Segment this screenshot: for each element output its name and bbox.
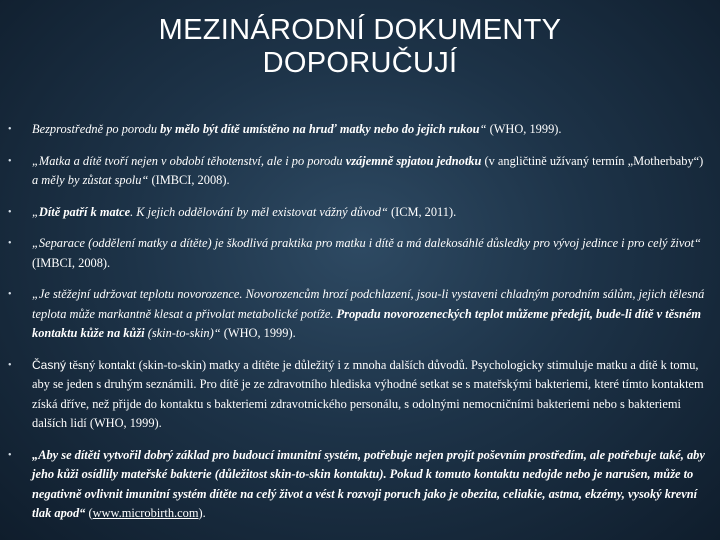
bullet-item <box>8 152 708 191</box>
citation: (WHO, 1999). <box>220 326 296 340</box>
emphasis-segment: Dítě patří k matce <box>38 204 131 219</box>
citation: (WHO, 1999). <box>486 122 562 136</box>
text-segment: „Matka a dítě tvoří nejen v období těhotenství, ale i po porodu <box>32 153 346 168</box>
citation: (IMBCI, 2008). <box>148 173 230 187</box>
bullet-item <box>8 234 708 273</box>
text-segment: ( <box>85 506 93 520</box>
citation: (IMBCI, 2008). <box>32 255 111 270</box>
slide-title <box>0 14 720 80</box>
bullet-item <box>8 356 708 434</box>
text-segment: (skin-to-skin)“ <box>144 326 221 340</box>
emphasis-segment: vzájemně spjatou jednotku <box>345 153 482 168</box>
bullet-item <box>8 203 708 223</box>
slide-title-line-1: MEZINÁRODNÍ DOKUMENTY <box>158 14 562 46</box>
bullet-item <box>8 285 708 344</box>
text-segment: těsný kontakt (skin-to-skin) matky a dítěte je důležitý i z mnoha dalších důvodů. Psychologicky stimuluje matku a dítě k tomu, aby se jeden s druhým seznámili. Pro dítě je ze zdravotního hlediska výhodné setkat se s mateřskými bakteriemi, které tímto kontaktem získá dříve, než přijde do kontaktu s bakteriemi zdravotnického personálu, s odolnými nemocničními bakteriemi nebo s bakteriemi dalších lidí (WHO, 1999). <box>32 357 704 430</box>
bullet-list <box>8 120 708 536</box>
text-segment: “ <box>479 122 487 136</box>
slide-title-line-2: DOPORUČUJÍ <box>262 47 458 79</box>
citation: (ICM, 2011). <box>387 204 457 219</box>
text-segment: a měly by zůstat spolu“ <box>32 173 149 187</box>
text-segment: (v angličtině užívaný termín „Motherbaby“) <box>481 153 704 168</box>
emphasis-segment: Propadu novorozeneckých teplot můžeme předejít, bude-li dítě v těsném kontaktu kůže na kůži <box>32 306 701 340</box>
text-segment: „ <box>32 204 39 219</box>
bullet-item <box>8 120 708 140</box>
text-segment: „Separace (oddělení matky a dítěte) je škodlivá praktika pro matku i dítě a má dalekosáhlé důsledky pro vývoj jedince i pro celý život“ <box>32 236 701 250</box>
microbirth-link[interactable]: www.microbirth.com <box>92 506 199 520</box>
text-segment: Časný <box>32 357 67 372</box>
text-segment: Bezprostředně po porodu <box>32 122 161 136</box>
text-segment: ). <box>198 506 206 520</box>
emphasis-segment: by mělo být dítě umístěno na hruď matky nebo do jejich rukou <box>160 122 480 136</box>
text-segment: „Je stěžejní udržovat teplotu novorozence. Novorozencům hrozí podchlazení, jsou-li vystaveni chladným porodním sálům, jejich tělesná teplota může markantně klesat a přivolat metabolické potíže. <box>32 287 705 321</box>
emphasis-segment: „Aby se dítěti vytvořil dobrý základ pro budoucí imunitní systém, potřebuje nejen projít poševním prostředím, ale potřebuje také, aby jeho kůži osídlily mateřské bakterie (důležitost skin-to-skin kontaktu). Pokud k tomuto kontaktu nedojde nebo je narušen, může to negativně ovlivnit imunitní systém dítěte na celý život a vést k rozvoji poruch jako je obezita, celiakie, astma, ekzémy, vysoký krevní tlak apod“ <box>32 447 705 520</box>
bullet-item <box>8 446 708 524</box>
text-segment: . K jejich oddělování by měl existovat vážný důvod“ <box>130 204 388 219</box>
